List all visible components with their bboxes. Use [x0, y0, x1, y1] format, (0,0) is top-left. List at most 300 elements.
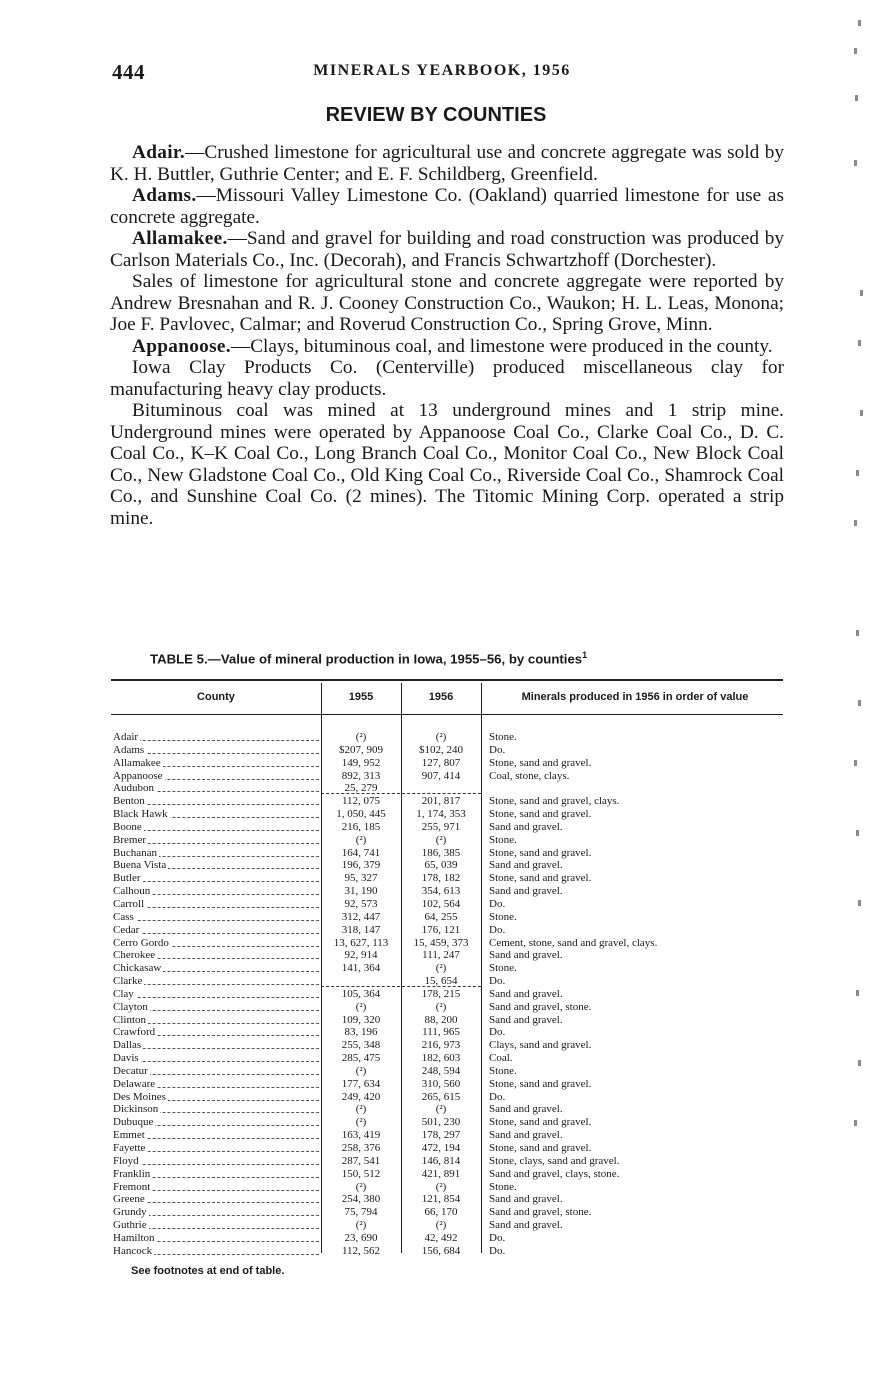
scan-speck	[854, 48, 857, 54]
paragraph-text: Sales of limestone for agricultural stone and concrete aggregate were reported by Andrew Bresnahan and R. J. Cooney Construction Co., Waukon; H. L. Leas, Monona; Joe F. Pavlovec, Calmar; and Roverud Construction Co., Spring Grove, Minn.	[110, 271, 784, 335]
value-1955-cell: 141, 364	[341, 962, 381, 975]
value-1955-cell: 312, 447	[341, 910, 381, 923]
value-1956-cell: 248, 594	[421, 1064, 461, 1077]
scan-speck	[856, 470, 859, 476]
minerals-cell: Do.	[489, 1231, 506, 1244]
county-name: Clinton	[113, 1013, 147, 1026]
table-row	[111, 1039, 783, 1052]
minerals-cell: Stone, clays, sand and gravel.	[489, 1154, 620, 1167]
section-title: REVIEW BY COUNTIES	[325, 104, 547, 126]
value-1955-cell: 109, 320	[341, 1013, 381, 1026]
page-number: 444	[112, 60, 145, 84]
col-header-minerals: Minerals produced in 1956 in order of value	[521, 691, 749, 703]
value-1955-cell: (²)	[355, 1219, 367, 1232]
value-1956-cell: 121, 854	[421, 1193, 461, 1206]
table-header-rule	[111, 714, 783, 715]
value-1955-cell: 318, 147	[341, 923, 381, 936]
county-name: Fayette	[113, 1142, 146, 1154]
value-1955-cell: (²)	[355, 1103, 367, 1116]
scan-speck	[858, 1060, 861, 1066]
body-text	[110, 142, 784, 529]
value-1956-cell: 64, 255	[424, 910, 458, 923]
value-1956-cell: 65, 039	[424, 859, 458, 872]
minerals-cell: Stone.	[489, 1180, 517, 1193]
value-1955-cell: 112, 075	[341, 795, 381, 808]
county-lead: Adair.	[132, 142, 186, 163]
minerals-cell: Stone.	[489, 910, 517, 923]
county-name: Emmet	[113, 1129, 145, 1142]
paragraph-text: —Clays, bituminous coal, and limestone were produced in the county.	[230, 335, 773, 357]
scan-speck	[854, 760, 857, 766]
county-name: Buena Vista	[113, 859, 167, 872]
table-row	[111, 924, 783, 937]
col-header-county: County	[197, 691, 235, 703]
county-name: Clay	[113, 987, 134, 1000]
county-lead: Allamakee.	[132, 228, 228, 249]
leader-dots	[113, 920, 319, 921]
table-top-rule	[111, 679, 783, 681]
value-1956-cell: 201, 817	[421, 795, 461, 808]
table-row	[111, 1001, 783, 1014]
table-row	[111, 1193, 783, 1206]
value-1955-cell: 892, 313	[341, 769, 381, 782]
county-name: Dallas	[113, 1039, 142, 1052]
county-cell	[113, 1001, 323, 1014]
value-1955-cell: 13, 627, 113	[333, 936, 389, 949]
table-row	[111, 821, 783, 834]
county-cell	[113, 975, 323, 988]
minerals-cell: Cement, stone, sand and gravel, clays.	[489, 936, 658, 949]
county-cell	[113, 962, 323, 975]
col-header-1955: 1955	[348, 691, 374, 703]
value-1955-cell: 258, 376	[341, 1142, 381, 1154]
table-row	[111, 1245, 783, 1258]
minerals-cell: Do.	[489, 1026, 506, 1039]
running-header	[112, 60, 784, 86]
county-cell	[113, 1181, 323, 1194]
table-footnote: See footnotes at end of table.	[131, 1265, 285, 1277]
minerals-cell: Coal, stone, clays.	[489, 769, 570, 782]
value-1955-cell: 83, 196	[344, 1026, 378, 1039]
value-1956-cell: (²)	[435, 1219, 447, 1232]
county-cell	[113, 1245, 323, 1258]
minerals-cell: Do.	[489, 1244, 506, 1257]
table-row	[111, 911, 783, 924]
paragraph-text: Iowa Clay Products Co. (Centerville) produced miscellaneous clay for manufacturing heavy clay products.	[110, 357, 784, 400]
county-cell	[113, 898, 323, 911]
county-cell	[113, 1103, 323, 1116]
county-name: Des Moines	[113, 1090, 166, 1103]
county-cell	[113, 1155, 323, 1168]
value-1956-cell: 42, 492	[424, 1231, 458, 1244]
paragraph	[110, 357, 784, 400]
value-1955-cell: 23, 690	[344, 1231, 378, 1244]
minerals-cell: Stone, sand and gravel.	[489, 1116, 592, 1129]
value-1956-cell: 1, 174, 353	[416, 808, 466, 821]
table-caption	[150, 650, 587, 666]
value-1955-cell: 95, 327	[344, 872, 378, 885]
county-cell	[113, 924, 323, 937]
paragraph-text: Bituminous coal was mined at 13 underground mines and 1 strip mine. Underground mines were operated by Appanoose Coal Co., Clarke Coal Co., D. C. Coal Co., K–K Coal Co., Long Branch Coal Co., Monitor Coal Co., New Block Coal Co., New Gladstone Coal Co., Old King Coal Co., Riverside Coal Co., Shamrock Coal Co., and Sunshine Coal Co. (2 mines). The Titomic Mining Corp. operated a strip mine.	[110, 400, 784, 529]
table-row	[111, 1219, 783, 1232]
county-cell	[113, 1142, 323, 1155]
county-name: Cherokee	[113, 949, 156, 962]
scan-speck	[858, 900, 861, 906]
value-1955-cell: 249, 420	[341, 1090, 381, 1103]
county-cell	[113, 1129, 323, 1142]
col-header-1956: 1956	[428, 691, 454, 703]
value-1955-cell: (²)	[355, 731, 367, 743]
value-1955-cell: (²)	[355, 1000, 367, 1013]
county-cell	[113, 911, 323, 924]
value-1956-cell: (²)	[435, 1103, 447, 1116]
table-row	[111, 1142, 783, 1155]
table-row	[111, 834, 783, 847]
county-cell	[113, 847, 323, 860]
table-row	[111, 782, 783, 795]
value-1956-cell: 102, 564	[421, 897, 461, 910]
value-1956-cell: 178, 182	[421, 872, 461, 885]
table-row	[111, 757, 783, 770]
leader-dots	[113, 1061, 319, 1062]
minerals-cell: Stone.	[489, 1064, 517, 1077]
table-row	[111, 1181, 783, 1194]
value-1956-cell: (²)	[435, 1180, 447, 1193]
minerals-cell: Stone.	[489, 962, 517, 975]
minerals-cell: Do.	[489, 1090, 506, 1103]
value-1955-cell: 254, 380	[341, 1193, 381, 1206]
county-name: Delaware	[113, 1077, 156, 1090]
minerals-cell: Do.	[489, 923, 506, 936]
value-1955-cell: 75, 794	[344, 1206, 378, 1219]
table-row	[111, 1078, 783, 1091]
value-1955-cell: 92, 914	[344, 949, 378, 962]
table-caption-footnote-mark: 1	[582, 650, 588, 660]
county-name: Adair	[113, 731, 139, 743]
table-row	[111, 898, 783, 911]
county-cell	[113, 1065, 323, 1078]
scan-speck	[854, 160, 857, 166]
value-1955-cell: $207, 909	[339, 743, 383, 756]
value-1955-cell: 150, 512	[341, 1167, 381, 1180]
county-name: Boone	[113, 820, 142, 833]
running-head-title: MINERALS YEARBOOK, 1956	[313, 62, 571, 79]
minerals-cell: Sand and gravel.	[489, 1193, 563, 1206]
minerals-cell: Stone, sand and gravel.	[489, 846, 592, 859]
scan-speck	[860, 290, 863, 296]
county-cell	[113, 859, 323, 872]
minerals-cell: Sand and gravel.	[489, 885, 563, 898]
value-1956-cell: 501, 230	[421, 1116, 461, 1129]
value-1955-cell: 31, 190	[344, 885, 378, 898]
paragraph-text: —Missouri Valley Limestone Co. (Oakland) quarried limestone for use as concrete aggregate.	[110, 185, 784, 228]
value-1955-cell: 177, 634	[341, 1077, 381, 1090]
minerals-cell: Stone, sand and gravel, clays.	[489, 795, 620, 808]
table-caption-text: TABLE 5.—Value of mineral production in Iowa, 1955–56, by counties	[150, 651, 583, 667]
value-1956-cell: 156, 684	[421, 1244, 461, 1257]
county-name: Clarke	[113, 975, 143, 988]
table-row	[111, 1065, 783, 1078]
table-row	[111, 731, 783, 744]
table-body	[111, 731, 783, 1258]
table-row	[111, 1168, 783, 1181]
table-row	[111, 988, 783, 1001]
county-name: Fremont	[113, 1180, 151, 1193]
county-name: Calhoun	[113, 885, 151, 898]
minerals-cell: Sand and gravel, clays, stone.	[489, 1167, 620, 1180]
value-1956-cell: (²)	[435, 833, 447, 846]
minerals-cell: Sand and gravel.	[489, 987, 563, 1000]
county-cell	[113, 1091, 323, 1104]
table-row	[111, 1052, 783, 1065]
value-1956-cell: 255, 971	[421, 820, 461, 833]
value-1955-cell: 285, 475	[341, 1052, 381, 1065]
value-1955-cell: 1, 050, 445	[336, 808, 386, 821]
table-row	[111, 1232, 783, 1245]
minerals-cell: Stone, sand and gravel.	[489, 756, 592, 769]
county-cell	[113, 1078, 323, 1091]
leader-dots	[113, 740, 319, 741]
value-1956-cell: (²)	[435, 731, 447, 743]
dashed-separator	[321, 986, 481, 987]
minerals-cell: Sand and gravel, stone.	[489, 1000, 592, 1013]
county-cell	[113, 1168, 323, 1181]
minerals-cell: Coal.	[489, 1052, 513, 1065]
value-1956-cell: 182, 603	[421, 1052, 461, 1065]
minerals-cell: Stone, sand and gravel.	[489, 1142, 592, 1154]
minerals-cell: Stone.	[489, 833, 517, 846]
table-row	[111, 962, 783, 975]
paragraph-text: —Crushed limestone for agricultural use and concrete aggregate was sold by K. H. Buttler, Guthrie Center; and E. F. Schildberg, Greenfield.	[110, 142, 784, 185]
table-row	[111, 1155, 783, 1168]
county-cell	[113, 937, 323, 950]
county-name: Adams	[113, 743, 145, 756]
county-cell	[113, 834, 323, 847]
paragraph	[110, 142, 784, 185]
table-row	[111, 872, 783, 885]
minerals-cell: Do.	[489, 975, 506, 988]
minerals-cell: Sand and gravel, stone.	[489, 1206, 592, 1219]
county-cell	[113, 1039, 323, 1052]
county-cell	[113, 1026, 323, 1039]
minerals-cell: Sand and gravel.	[489, 1129, 563, 1142]
value-1956-cell: 111, 965	[422, 1026, 460, 1039]
scan-edge-noise	[854, 0, 866, 1380]
value-1956-cell: 15, 654	[424, 975, 458, 988]
value-1956-cell: 186, 385	[421, 846, 461, 859]
minerals-cell: Do.	[489, 743, 506, 756]
value-1956-cell: 310, 560	[421, 1077, 461, 1090]
minerals-cell: Stone, sand and gravel.	[489, 1077, 592, 1090]
county-name: Black Hawk	[113, 808, 168, 821]
table-row	[111, 847, 783, 860]
table-row	[111, 1091, 783, 1104]
table-row	[111, 975, 783, 988]
county-cell	[113, 1014, 323, 1027]
value-1955-cell: (²)	[355, 1064, 367, 1077]
value-1955-cell: 92, 573	[344, 897, 378, 910]
county-cell	[113, 1219, 323, 1232]
value-1956-cell: 472, 194	[421, 1142, 461, 1154]
county-name: Appanoose	[113, 769, 163, 782]
county-cell	[113, 731, 323, 744]
county-name: Allamakee	[113, 756, 161, 769]
value-1955-cell: (²)	[355, 833, 367, 846]
scan-speck	[858, 700, 861, 706]
county-name: Benton	[113, 795, 145, 808]
county-cell	[113, 949, 323, 962]
value-1956-cell: 216, 973	[421, 1039, 461, 1052]
county-cell	[113, 770, 323, 783]
minerals-cell: Sand and gravel.	[489, 859, 563, 872]
value-1955-cell: 25, 279	[344, 782, 378, 795]
dashed-separator	[321, 793, 481, 794]
county-cell	[113, 1232, 323, 1245]
county-cell	[113, 872, 323, 885]
county-name: Chickasaw	[113, 962, 162, 975]
county-name: Hamilton	[113, 1231, 155, 1244]
table-row	[111, 1129, 783, 1142]
county-cell	[113, 808, 323, 821]
paragraph	[110, 185, 784, 228]
paragraph	[110, 400, 784, 529]
minerals-cell: Stone.	[489, 731, 517, 743]
value-1955-cell: 112, 562	[341, 1244, 381, 1257]
minerals-cell: Sand and gravel.	[489, 820, 563, 833]
county-name: Floyd	[113, 1154, 139, 1167]
minerals-cell: Sand and gravel.	[489, 949, 563, 962]
paragraph	[110, 271, 784, 336]
table-row	[111, 770, 783, 783]
minerals-cell: Clays, sand and gravel.	[489, 1039, 592, 1052]
value-1955-cell: 196, 379	[341, 859, 381, 872]
scan-speck	[854, 1120, 857, 1126]
table-row	[111, 795, 783, 808]
county-cell	[113, 885, 323, 898]
table-row	[111, 1103, 783, 1116]
table-row	[111, 1026, 783, 1039]
county-name: Crawford	[113, 1026, 156, 1039]
value-1955-cell: 216, 185	[341, 820, 381, 833]
value-1955-cell: (²)	[355, 1180, 367, 1193]
county-name: Hancock	[113, 1244, 153, 1257]
paragraph	[110, 336, 784, 358]
value-1956-cell: 178, 215	[421, 987, 461, 1000]
scan-speck	[854, 520, 857, 526]
value-1955-cell: 287, 541	[341, 1154, 381, 1167]
value-1956-cell: (²)	[435, 1000, 447, 1013]
value-1956-cell: 66, 170	[424, 1206, 458, 1219]
table-row	[111, 949, 783, 962]
leader-dots	[113, 933, 319, 934]
value-1956-cell: $102, 240	[419, 743, 463, 756]
table-row	[111, 1014, 783, 1027]
value-1956-cell: 178, 297	[421, 1129, 461, 1142]
county-cell	[113, 1052, 323, 1065]
leader-dots	[113, 1164, 319, 1165]
value-1956-cell: 15, 459, 373	[413, 936, 469, 949]
minerals-cell: Sand and gravel.	[489, 1219, 563, 1232]
county-name: Cerro Gordo	[113, 936, 169, 949]
table-row	[111, 885, 783, 898]
county-name: Decatur	[113, 1064, 148, 1077]
county-name: Bremer	[113, 833, 146, 846]
leader-dots	[113, 881, 319, 882]
county-cell	[113, 1193, 323, 1206]
scan-speck	[855, 95, 858, 101]
county-name: Butler	[113, 872, 141, 885]
value-1956-cell: 354, 613	[421, 885, 461, 898]
county-lead: Appanoose.	[132, 335, 231, 357]
table-row	[111, 937, 783, 950]
paragraph	[110, 228, 784, 271]
value-1955-cell: 163, 419	[341, 1129, 381, 1142]
county-cell	[113, 1206, 323, 1219]
county-cell	[113, 988, 323, 1001]
value-1956-cell: 146, 814	[421, 1154, 461, 1167]
county-cell	[113, 821, 323, 834]
county-cell	[113, 757, 323, 770]
table-row	[111, 744, 783, 757]
table-row	[111, 808, 783, 821]
minerals-cell: Sand and gravel.	[489, 1103, 563, 1116]
paragraph-text: —Sand and gravel for building and road construction was produced by Carlson Materials Co., Inc. (Decorah), and Francis Schwartzhoff (Dorchester).	[110, 228, 784, 271]
county-name: Clayton	[113, 1000, 148, 1013]
county-cell	[113, 795, 323, 808]
county-cell	[113, 744, 323, 757]
county-lead: Adams.	[132, 185, 197, 206]
value-1956-cell: 88, 200	[424, 1013, 458, 1026]
scan-speck	[856, 830, 859, 836]
scan-speck	[858, 340, 861, 346]
minerals-cell: Sand and gravel.	[489, 1013, 563, 1026]
leader-dots	[113, 1048, 319, 1049]
table-row	[111, 1116, 783, 1129]
scan-speck	[860, 410, 863, 416]
scan-speck	[856, 630, 859, 636]
value-1955-cell: 164, 741	[341, 846, 381, 859]
county-name: Greene	[113, 1193, 145, 1206]
value-1955-cell: 105, 364	[341, 987, 381, 1000]
value-1956-cell: 907, 414	[421, 769, 461, 782]
value-1956-cell: 176, 121	[421, 923, 461, 936]
table-row	[111, 859, 783, 872]
county-name: Franklin	[113, 1167, 151, 1180]
county-cell	[113, 782, 323, 795]
county-name: Cass	[113, 910, 134, 923]
county-name: Audubon	[113, 782, 154, 795]
minerals-cell: Do.	[489, 897, 506, 910]
value-1956-cell: 265, 615	[421, 1090, 461, 1103]
county-name: Grundy	[113, 1206, 147, 1219]
value-1955-cell: 149, 952	[341, 756, 381, 769]
value-1956-cell: 127, 807	[421, 756, 461, 769]
value-1956-cell: (²)	[435, 962, 447, 975]
county-name: Dickinson	[113, 1103, 159, 1116]
leader-dots	[113, 997, 319, 998]
county-name: Carroll	[113, 897, 145, 910]
county-cell	[113, 1116, 323, 1129]
value-1955-cell: (²)	[355, 1116, 367, 1129]
county-name: Buchanan	[113, 846, 157, 859]
county-name: Dubuque	[113, 1116, 154, 1129]
county-name: Guthrie	[113, 1219, 147, 1232]
value-1955-cell: 255, 348	[341, 1039, 381, 1052]
minerals-cell: Stone, sand and gravel.	[489, 808, 592, 821]
scan-speck	[858, 20, 861, 26]
value-1956-cell: 111, 247	[422, 949, 460, 962]
scan-speck	[856, 990, 859, 996]
